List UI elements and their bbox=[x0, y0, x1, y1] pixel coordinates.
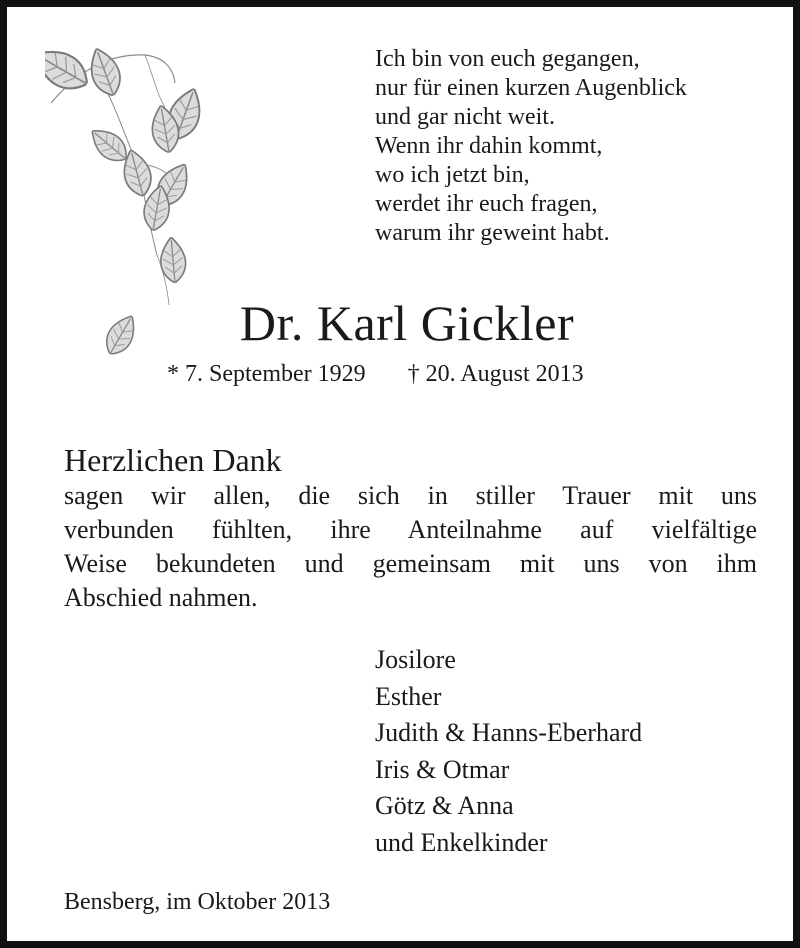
place-and-date: Bensberg, im Oktober 2013 bbox=[64, 889, 331, 915]
leaf bbox=[159, 236, 188, 284]
birth-date: * 7. September 1929 bbox=[167, 361, 366, 387]
life-dates bbox=[167, 359, 687, 389]
thanks-line: verbunden fühlten, ihre Anteilnahme auf vielfältige bbox=[64, 515, 757, 544]
signer: und Enkelkinder bbox=[375, 827, 548, 857]
leaf bbox=[84, 45, 126, 100]
poem-line: nur für einen kurzen Augenblick bbox=[375, 75, 687, 101]
poem-line: Wenn ihr dahin kommt, bbox=[375, 133, 603, 159]
signer: Judith & Hanns-Eberhard bbox=[375, 718, 643, 747]
deceased-name: Dr. Karl Gickler bbox=[239, 295, 575, 351]
signer: Josilore bbox=[375, 645, 456, 674]
poem-line: wo ich jetzt bin, bbox=[375, 162, 530, 188]
thanks-line: Weise bekundeten und gemeinsam mit uns von ihm bbox=[64, 549, 757, 578]
leaf bbox=[45, 45, 95, 98]
signers-list bbox=[375, 642, 775, 861]
signer: Esther bbox=[375, 681, 442, 711]
poem-line: Ich bin von euch gegangen, bbox=[375, 46, 640, 72]
thanks-line: sagen wir allen, die sich in stiller Trauer mit uns bbox=[64, 481, 757, 510]
poem-line: und gar nicht weit. bbox=[375, 104, 555, 130]
signer: Iris & Otmar bbox=[375, 754, 510, 784]
poem bbox=[375, 45, 775, 248]
thanks-heading: Herzlichen Dank bbox=[64, 442, 282, 478]
poem-line: werdet ihr euch fragen, bbox=[375, 191, 598, 217]
signer: Götz & Anna bbox=[375, 791, 514, 820]
thanks-line: Abschied nahmen. bbox=[64, 583, 258, 612]
poem-line: warum ihr geweint habt. bbox=[375, 220, 610, 246]
branch-twig bbox=[145, 55, 165, 107]
thanks-text bbox=[64, 479, 757, 615]
death-date: † 20. August 2013 bbox=[407, 361, 584, 387]
